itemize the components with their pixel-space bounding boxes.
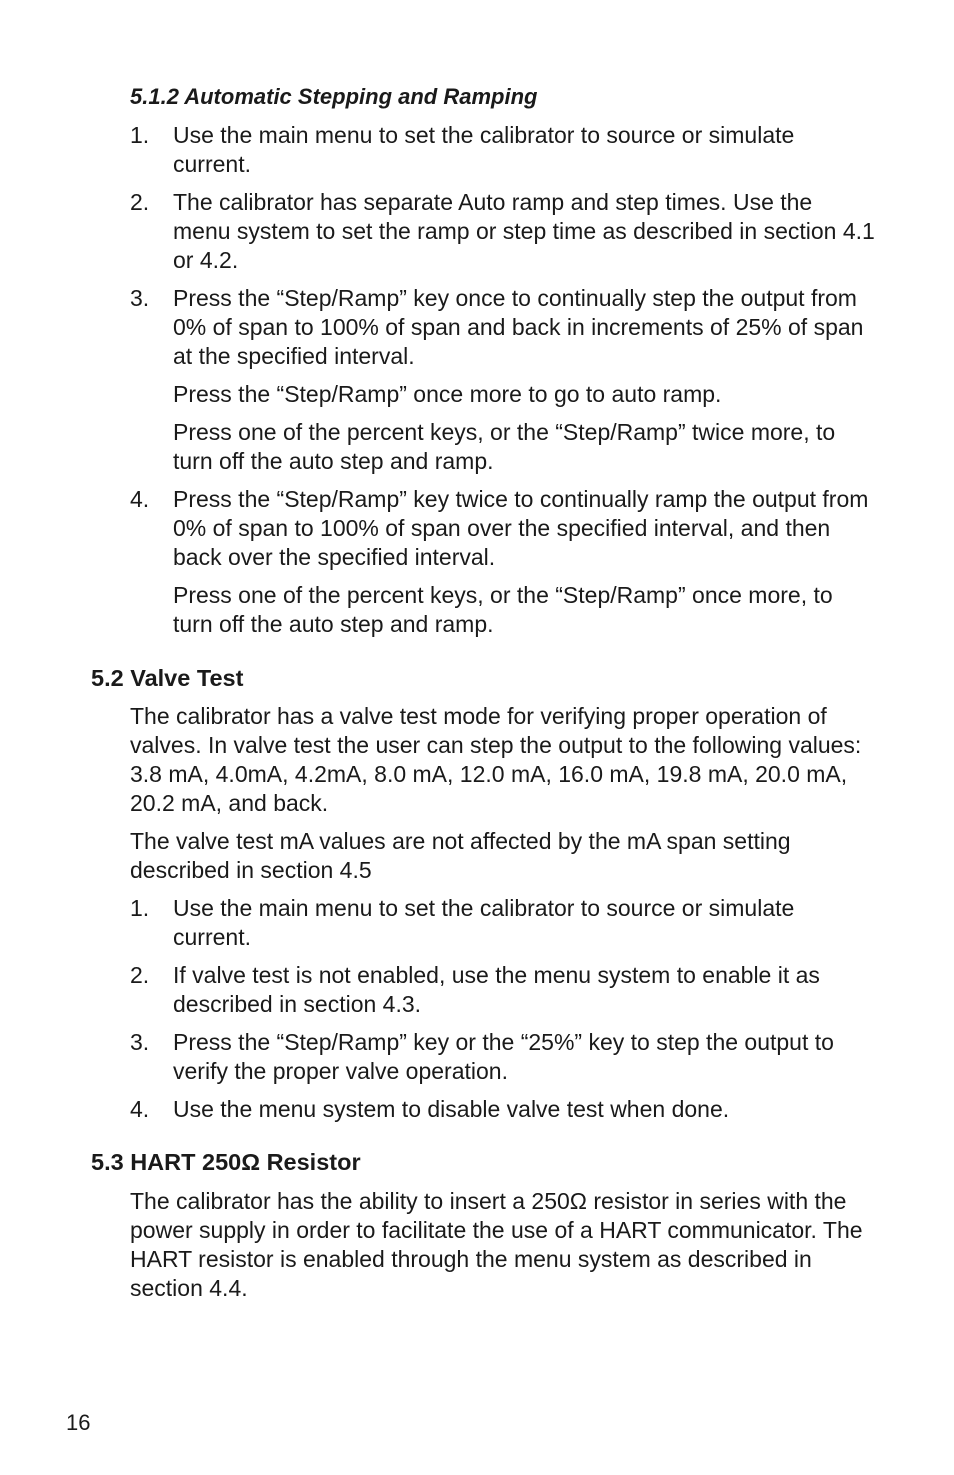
list-item-text: If valve test is not enabled, use the menu system to enable it as described in section 4.3. (173, 962, 820, 1017)
section-heading-5-3: 5.3 HART 250Ω Resistor (91, 1149, 361, 1175)
list-item-number: 2. (130, 962, 150, 988)
page-number: 16 (66, 1410, 91, 1435)
list-item (130, 1095, 875, 1124)
list-item-continuation: Press the “Step/Ramp” once more to go to auto ramp. (173, 381, 722, 407)
paragraph: The calibrator has a valve test mode for verifying proper operation of valves. In valve test the user can step the output to the following values: 3.8 mA, 4.0mA, 4.2mA, 8.0 mA, 12.0 mA, 16.0 mA, 19.8 mA, 20.0 mA, 20.2 mA, and back. (130, 703, 862, 816)
list-item-text: Press the “Step/Ramp” key or the “25%” key to step the output to verify the proper valve operation. (173, 1029, 834, 1084)
section-5-1-2-body (130, 121, 875, 648)
list-item-number: 3. (130, 285, 150, 311)
list-item (130, 1028, 875, 1086)
list-item-number: 1. (130, 122, 150, 148)
list-item (130, 121, 875, 179)
list-item-text: Use the menu system to disable valve test when done. (173, 1096, 730, 1122)
list-item-continuation: Press one of the percent keys, or the “Step/Ramp” once more, to turn off the auto step and ramp. (173, 582, 833, 637)
list-item-text: Press the “Step/Ramp” key once to continually step the output from 0% of span to 100% of span and back in increments of 25% of span at the specified interval. (173, 285, 864, 369)
section-heading-5-2: 5.2 Valve Test (91, 665, 244, 691)
list-item-text: Use the main menu to set the calibrator to source or simulate current. (173, 122, 795, 177)
list-item-text: Press the “Step/Ramp” key twice to continually ramp the output from 0% of span to 100% of span over the specified interval, and then back over the specified interval. (173, 486, 869, 570)
paragraph: The valve test mA values are not affected by the mA span setting described in section 4.5 (130, 828, 791, 883)
list-item-number: 3. (130, 1029, 150, 1055)
subsection-heading-5-1-2: 5.1.2 Automatic Stepping and Ramping (130, 84, 538, 109)
list-item-text: Use the main menu to set the calibrator to source or simulate current. (173, 895, 795, 950)
list-item-continuation: Press one of the percent keys, or the “Step/Ramp” twice more, to turn off the auto step and ramp. (173, 419, 836, 474)
list-item-number: 2. (130, 189, 150, 215)
list-item (130, 188, 875, 275)
section-5-2-body (130, 702, 875, 1133)
list-item-number: 4. (130, 1096, 150, 1122)
list-item-number: 4. (130, 486, 150, 512)
list-item (130, 894, 875, 952)
list-item (130, 284, 875, 371)
section-5-3-body (130, 1187, 875, 1312)
list-item-text: The calibrator has separate Auto ramp and step times. Use the menu system to set the ramp or step time as described in section 4.1 or 4.2. (173, 189, 875, 273)
list-item (130, 961, 875, 1019)
paragraph: The calibrator has the ability to insert a 250Ω resistor in series with the power supply in order to facilitate the use of a HART communicator. The HART resistor is enabled through the menu system as described in section 4.4. (130, 1188, 863, 1301)
list-item-number: 1. (130, 895, 150, 921)
list-item (130, 485, 875, 572)
